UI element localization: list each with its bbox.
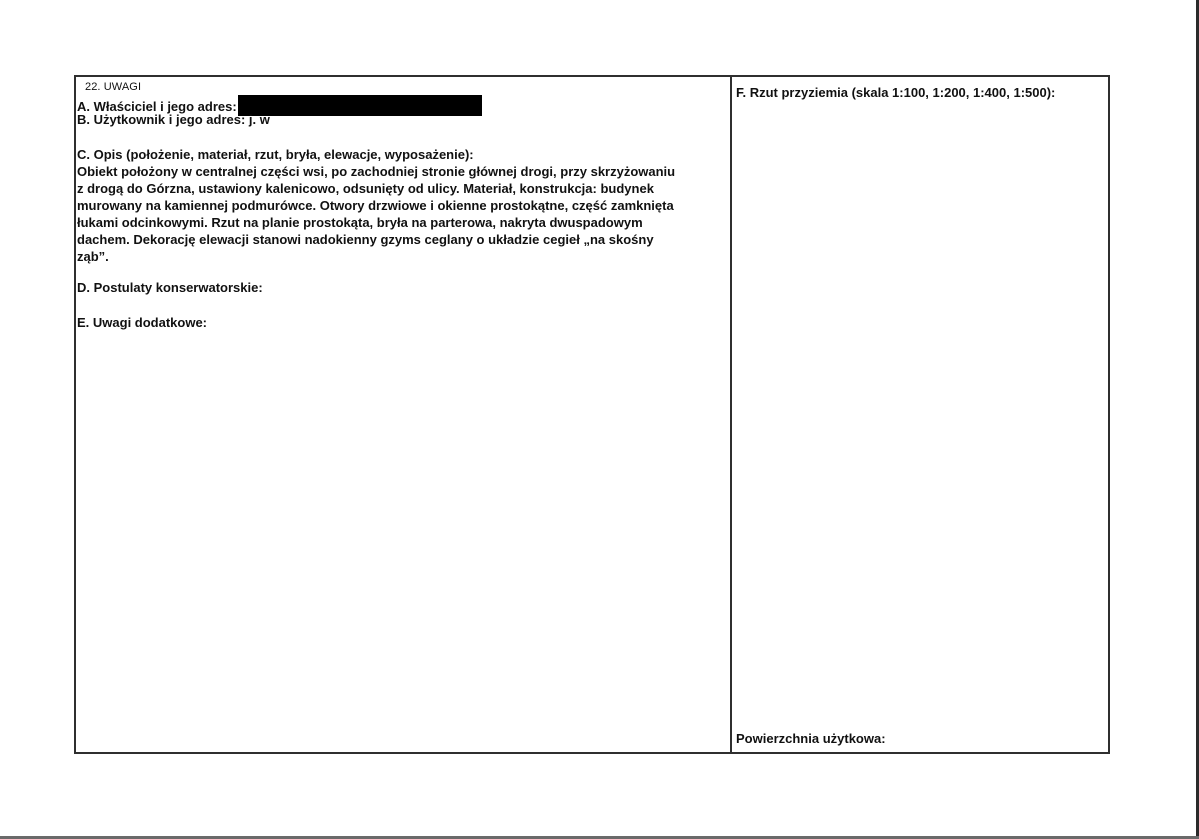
remarks-form-table <box>74 75 1110 754</box>
remarks-left-panel <box>76 77 732 752</box>
owner-label: A. Właściciel i jego adres: <box>77 99 237 114</box>
description-body <box>77 163 729 265</box>
description-line: dachem. Dekorację elewacji stanowi nadokienny gzyms ceglany o układzie cegieł „na skośny <box>77 232 654 247</box>
description-line: z drogą do Górzna, ustawiony kalenicowo, odsunięty od ulicy. Materiał, konstrukcja: budynek <box>77 181 654 196</box>
section-number: 22. UWAGI <box>85 81 142 93</box>
additional-remarks-label: E. Uwagi dodatkowe: <box>77 315 208 330</box>
description-line: murowany na kamiennej podmurówce. Otwory drzwiowe i okienne prostokątne, część zamknięta <box>77 198 674 213</box>
postulates-label: D. Postulaty konserwatorskie: <box>77 280 263 295</box>
description-heading: C. Opis (położenie, materiał, rzut, bryła, elewacje, wyposażenie): <box>77 147 474 162</box>
ground-plan-title: F. Rzut przyziemia (skala 1:100, 1:200, 1:400, 1:500): <box>736 85 1056 100</box>
description-line: Obiekt położony w centralnej części wsi, po zachodniej stronie głównej drogi, przy skrzyżowaniu <box>77 164 676 179</box>
description-line: ząb”. <box>77 249 109 264</box>
usable-area-label: Powierzchnia użytkowa: <box>736 731 886 746</box>
user-label: B. Użytkownik i jego adres: j. w <box>77 112 270 127</box>
description-line: łukami odcinkowymi. Rzut na planie prostokąta, bryła na parterowa, nakryta dwuspadowym <box>77 215 643 230</box>
ground-plan-panel <box>732 77 1108 752</box>
redaction-block <box>238 95 482 116</box>
